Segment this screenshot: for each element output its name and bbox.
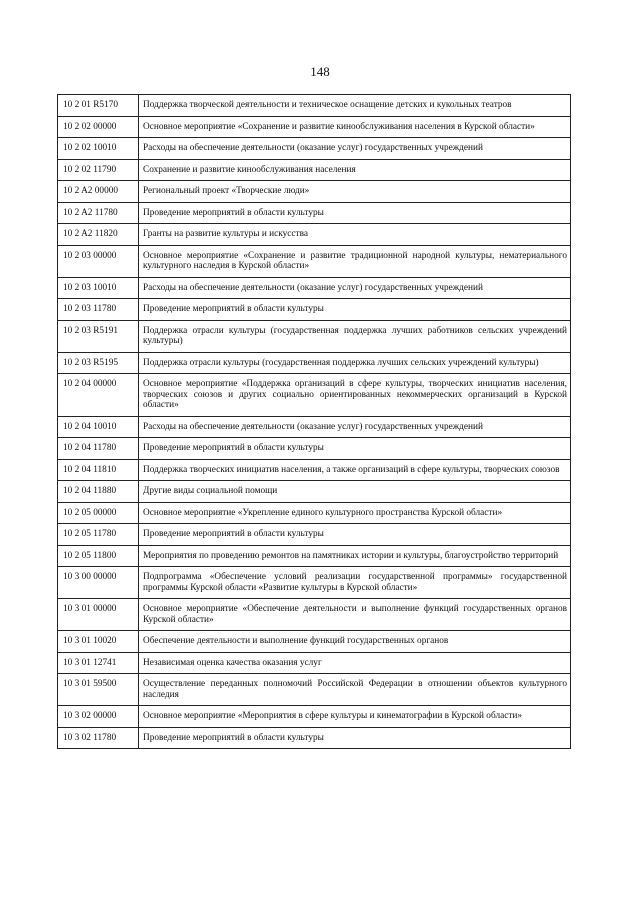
table-row [58, 374, 571, 417]
target-article-description: Другие виды социальной помощи [139, 481, 571, 503]
table-row [58, 706, 571, 728]
table-body [58, 95, 571, 749]
target-article-code: 10 2 A2 11820 [58, 224, 139, 246]
target-article-description: Расходы на обеспечение деятельности (оказание услуг) государственных учреждений [139, 277, 571, 299]
target-article-description: Проведение мероприятий в области культуры [139, 299, 571, 321]
target-article-description: Проведение мероприятий в области культуры [139, 202, 571, 224]
target-article-description: Обеспечение деятельности и выполнение функций государственных органов [139, 631, 571, 653]
target-article-description: Осуществление переданных полномочий Российской Федерации в отношении объектов культурного наследия [139, 674, 571, 706]
budget-classification-table [57, 94, 571, 749]
target-article-code: 10 3 02 00000 [58, 706, 139, 728]
target-article-description: Расходы на обеспечение деятельности (оказание услуг) государственных учреждений [139, 138, 571, 160]
target-article-description: Поддержка творческой деятельности и техническое оснащение детских и кукольных театров [139, 95, 571, 117]
target-article-code: 10 2 02 11790 [58, 159, 139, 181]
target-article-code: 10 3 01 12741 [58, 652, 139, 674]
target-article-description: Расходы на обеспечение деятельности (оказание услуг) государственных учреждений [139, 416, 571, 438]
table-row [58, 481, 571, 503]
target-article-code: 10 3 01 10020 [58, 631, 139, 653]
target-article-code: 10 2 03 10010 [58, 277, 139, 299]
target-article-code: 10 3 01 00000 [58, 599, 139, 631]
table-row [58, 545, 571, 567]
target-article-code: 10 2 01 R5170 [58, 95, 139, 117]
table-row [58, 181, 571, 203]
target-article-code: 10 2 05 11800 [58, 545, 139, 567]
target-article-code: 10 2 04 11810 [58, 459, 139, 481]
target-article-description: Основное мероприятие «Укрепление единого культурного пространства Курской области» [139, 502, 571, 524]
table-row [58, 138, 571, 160]
table-row [58, 459, 571, 481]
table-row [58, 674, 571, 706]
target-article-description: Поддержка творческих инициатив населения, а также организаций в сфере культуры, творческих союзов [139, 459, 571, 481]
target-article-description: Основное мероприятие «Обеспечение деятельности и выполнение функций государственных органов Курской области» [139, 599, 571, 631]
table-row [58, 727, 571, 749]
target-article-code: 10 3 00 00000 [58, 567, 139, 599]
target-article-description: Сохранение и развитие кинообслуживания населения [139, 159, 571, 181]
table-row [58, 320, 571, 352]
target-article-code: 10 3 02 11780 [58, 727, 139, 749]
table-row [58, 631, 571, 653]
target-article-code: 10 2 A2 00000 [58, 181, 139, 203]
target-article-description: Основное мероприятие «Сохранение и развитие кинообслуживания населения в Курской области» [139, 116, 571, 138]
target-article-code: 10 2 03 11780 [58, 299, 139, 321]
table-row [58, 159, 571, 181]
target-article-description: Поддержка отрасли культуры (государственная поддержка лучших сельских учреждений культуры) [139, 352, 571, 374]
table-row [58, 116, 571, 138]
target-article-description: Мероприятия по проведению ремонтов на памятниках истории и культуры, благоустройство территорий [139, 545, 571, 567]
target-article-code: 10 2 04 11780 [58, 438, 139, 460]
table-row [58, 299, 571, 321]
table-row [58, 224, 571, 246]
table-row [58, 352, 571, 374]
table-row [58, 524, 571, 546]
table-row [58, 277, 571, 299]
target-article-code: 10 2 04 11880 [58, 481, 139, 503]
target-article-code: 10 2 A2 11780 [58, 202, 139, 224]
target-article-code: 10 2 04 00000 [58, 374, 139, 417]
table-row [58, 502, 571, 524]
target-article-description: Гранты на развитие культуры и искусства [139, 224, 571, 246]
target-article-code: 10 3 01 59500 [58, 674, 139, 706]
page-number: 148 [310, 64, 330, 79]
target-article-description: Проведение мероприятий в области культуры [139, 524, 571, 546]
table-row [58, 652, 571, 674]
target-article-code: 10 2 05 11780 [58, 524, 139, 546]
target-article-code: 10 2 02 00000 [58, 116, 139, 138]
target-article-description: Региональный проект «Творческие люди» [139, 181, 571, 203]
table-row [58, 95, 571, 117]
table-row [58, 438, 571, 460]
target-article-code: 10 2 03 R5195 [58, 352, 139, 374]
target-article-description: Проведение мероприятий в области культуры [139, 438, 571, 460]
target-article-description: Поддержка отрасли культуры (государственная поддержка лучших работников сельских учреждений культуры) [139, 320, 571, 352]
table-row [58, 202, 571, 224]
target-article-code: 10 2 02 10010 [58, 138, 139, 160]
target-article-description: Основное мероприятие «Мероприятия в сфере культуры и кинематографии в Курской области» [139, 706, 571, 728]
target-article-code: 10 2 04 10010 [58, 416, 139, 438]
target-article-code: 10 2 05 00000 [58, 502, 139, 524]
table-row [58, 599, 571, 631]
target-article-code: 10 2 03 00000 [58, 245, 139, 277]
target-article-description: Подпрограмма «Обеспечение условий реализации государственной программы» государственной программы Курской области «Развитие культуры в Курской области» [139, 567, 571, 599]
target-article-description: Проведение мероприятий в области культуры [139, 727, 571, 749]
table-row [58, 567, 571, 599]
target-article-description: Основное мероприятие «Сохранение и развитие традиционной народной культуры, нематериального культурного наследия в Курской области» [139, 245, 571, 277]
table-row [58, 245, 571, 277]
target-article-code: 10 2 03 R5191 [58, 320, 139, 352]
target-article-description: Основное мероприятие «Поддержка организаций в сфере культуры, творческих инициатив населения, творческих союзов и других социально ориентированных некоммерческих организаций в Курской области» [139, 374, 571, 417]
table-row [58, 416, 571, 438]
target-article-description: Независимая оценка качества оказания услуг [139, 652, 571, 674]
